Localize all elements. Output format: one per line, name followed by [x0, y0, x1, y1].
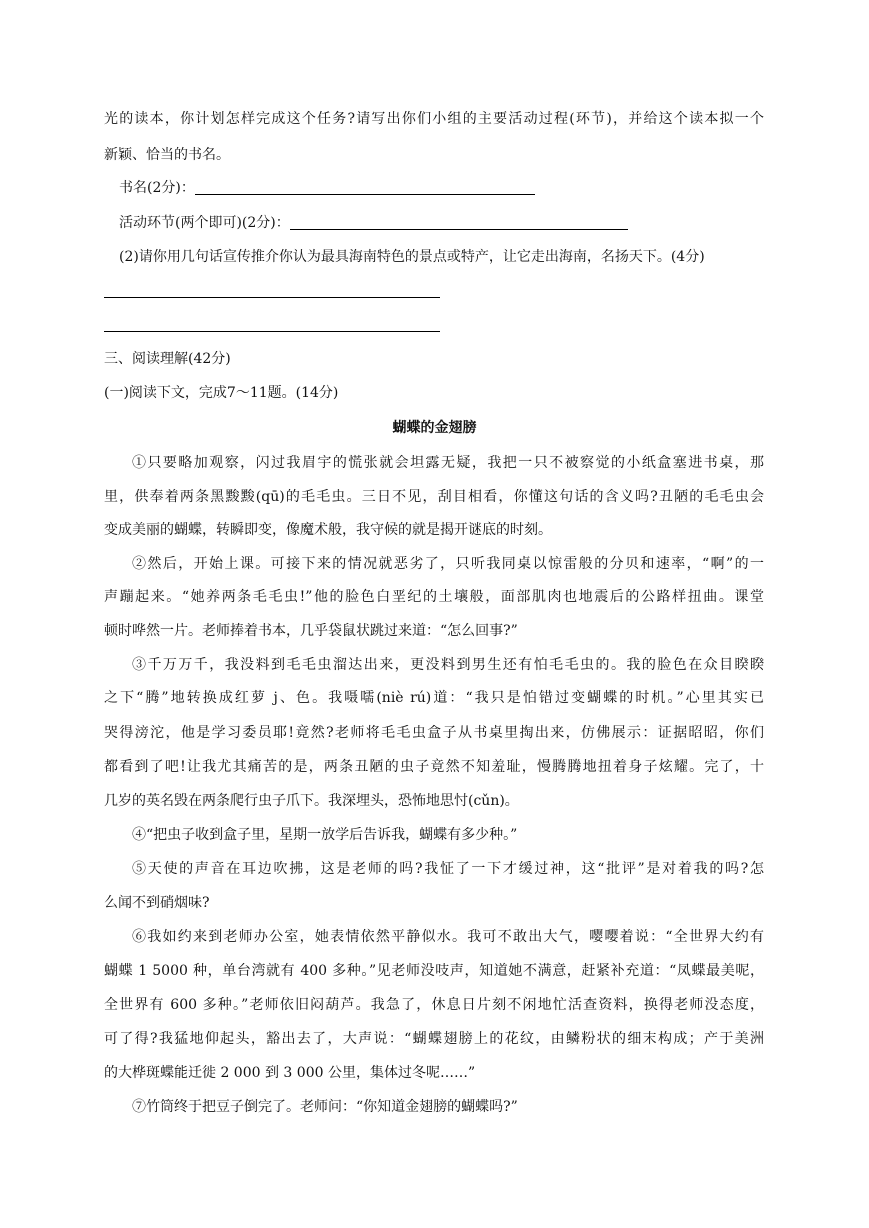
paragraph-line: 变成美丽的蝴蝶，转瞬即变，像魔术般，我守候的就是揭开谜底的时刻。 [104, 522, 552, 538]
paragraph-line: 之下“腾”地转换成红萝 j、色。我嗫嚅(niè rú)道：“我只是怕错过变蝴蝶的时机。”心里其实已 [104, 690, 764, 706]
activity-label: 活动环节(两个即可)(2分)： [119, 215, 290, 231]
answer-line [104, 331, 440, 332]
paragraph-line: 的大桦斑蝶能迁徙 2 000 到 3 000 公里，集体过冬呢……” [104, 1065, 476, 1081]
paragraph-line: 全世界有 600 多种。”老师依旧闷葫芦。我急了，休息日片刻不闲地忙活查资料，换得老师没态度， [104, 997, 764, 1013]
paragraph-line: ④“把虫子收到盒子里，星期一放学后告诉我，蝴蝶有多少种。” [132, 827, 518, 843]
paragraph-line: 都看到了吧!让我尤其痛苦的是，两条丑陋的虫子竟然不知羞耻，慢腾腾地扭着身子炫耀。完了，十 [104, 759, 764, 775]
paragraph-line: 几岁的英名毁在两条爬行虫子爪下。我深埋头，恐怖地思忖(cǔn)。 [104, 793, 519, 809]
text-line: 光的读本，你计划怎样完成这个任务?请写出你们小组的主要活动过程(环节)，并给这个读本拟一个 [104, 111, 764, 127]
paragraph-line: 顿时哗然一片。老师捧着书本，几乎袋鼠状跳过来道：“怎么回事?” [104, 623, 518, 639]
paragraph-line: ②然后，开始上课。可接下来的情况就恶劣了，只听我同桌以惊雷般的分贝和速率，“啊”的一 [132, 556, 764, 572]
paragraph-line: 哭得滂沱，他是学习委员耶!竟然?老师将毛毛虫盒子从书桌里掏出来，仿佛展示：证据昭昭，你们 [104, 725, 764, 741]
paragraph-line: ⑤天使的声音在耳边吹拂，这是老师的吗?我怔了一下才缓过神，这“批评”是对着我的吗?怎 [132, 861, 764, 877]
article-title: 蝴蝶的金翅膀 [392, 420, 477, 436]
activity-blank [290, 215, 628, 230]
answer-line [104, 297, 440, 298]
paragraph-line: 声蹦起来。“她养两条毛毛虫!”他的脸色白垩纪的土壤般，面部肌肉也地震后的公路样扭曲。课堂 [104, 589, 764, 605]
text-line: 新颖、恰当的书名。 [104, 147, 230, 163]
paragraph-line: ⑥我如约来到老师办公室，她表情依然平静似水。我可不敢出大气，嘤嘤着说：“全世界大约有 [132, 929, 764, 945]
book-title-prompt [119, 178, 535, 198]
activity-prompt [119, 213, 628, 233]
book-title-label: 书名(2分)： [119, 180, 195, 196]
paragraph-line: 里，供奉着两条黑黢黢(qū)的毛毛虫。三日不见，刮目相看，你懂这句话的含义吗?丑陋的毛毛虫会 [104, 489, 764, 505]
paragraph-line: ⑦竹筒终于把豆子倒完了。老师问：“你知道金翅膀的蝴蝶吗?” [132, 1099, 518, 1115]
paragraph-line: ③千万万千，我没料到毛毛虫溜达出来，更没料到男生还有怕毛毛虫的。我的脸色在众目睽睽 [132, 657, 764, 673]
paragraph-line: 可了得?我猛地仰起头，豁出去了，大声说：“蝴蝶翅膀上的花纹，由鳞粉状的细末构成；产于美洲 [104, 1031, 764, 1047]
paragraph-line: 么闻不到硝烟味? [104, 895, 210, 911]
subsection-heading: (一)阅读下文，完成7～11题。(14分) [104, 385, 339, 401]
paragraph-line: 蝴蝶 1 5000 种，单台湾就有 400 多种。”见老师没吱声，知道她不满意，赶紧补充道：“凤蝶最美呢， [104, 963, 764, 979]
paragraph-line: ①只要略加观察，闪过我眉宇的慌张就会坦露无疑，我把一只不被察觉的小纸盒塞进书桌，那 [132, 455, 764, 471]
book-title-blank [195, 180, 535, 195]
question-2: (2)请你用几句话宣传推介你认为最具海南特色的景点或特产，让它走出海南，名扬天下。(4分) [119, 249, 705, 265]
section-heading: 三、阅读理解(42分) [104, 351, 231, 367]
